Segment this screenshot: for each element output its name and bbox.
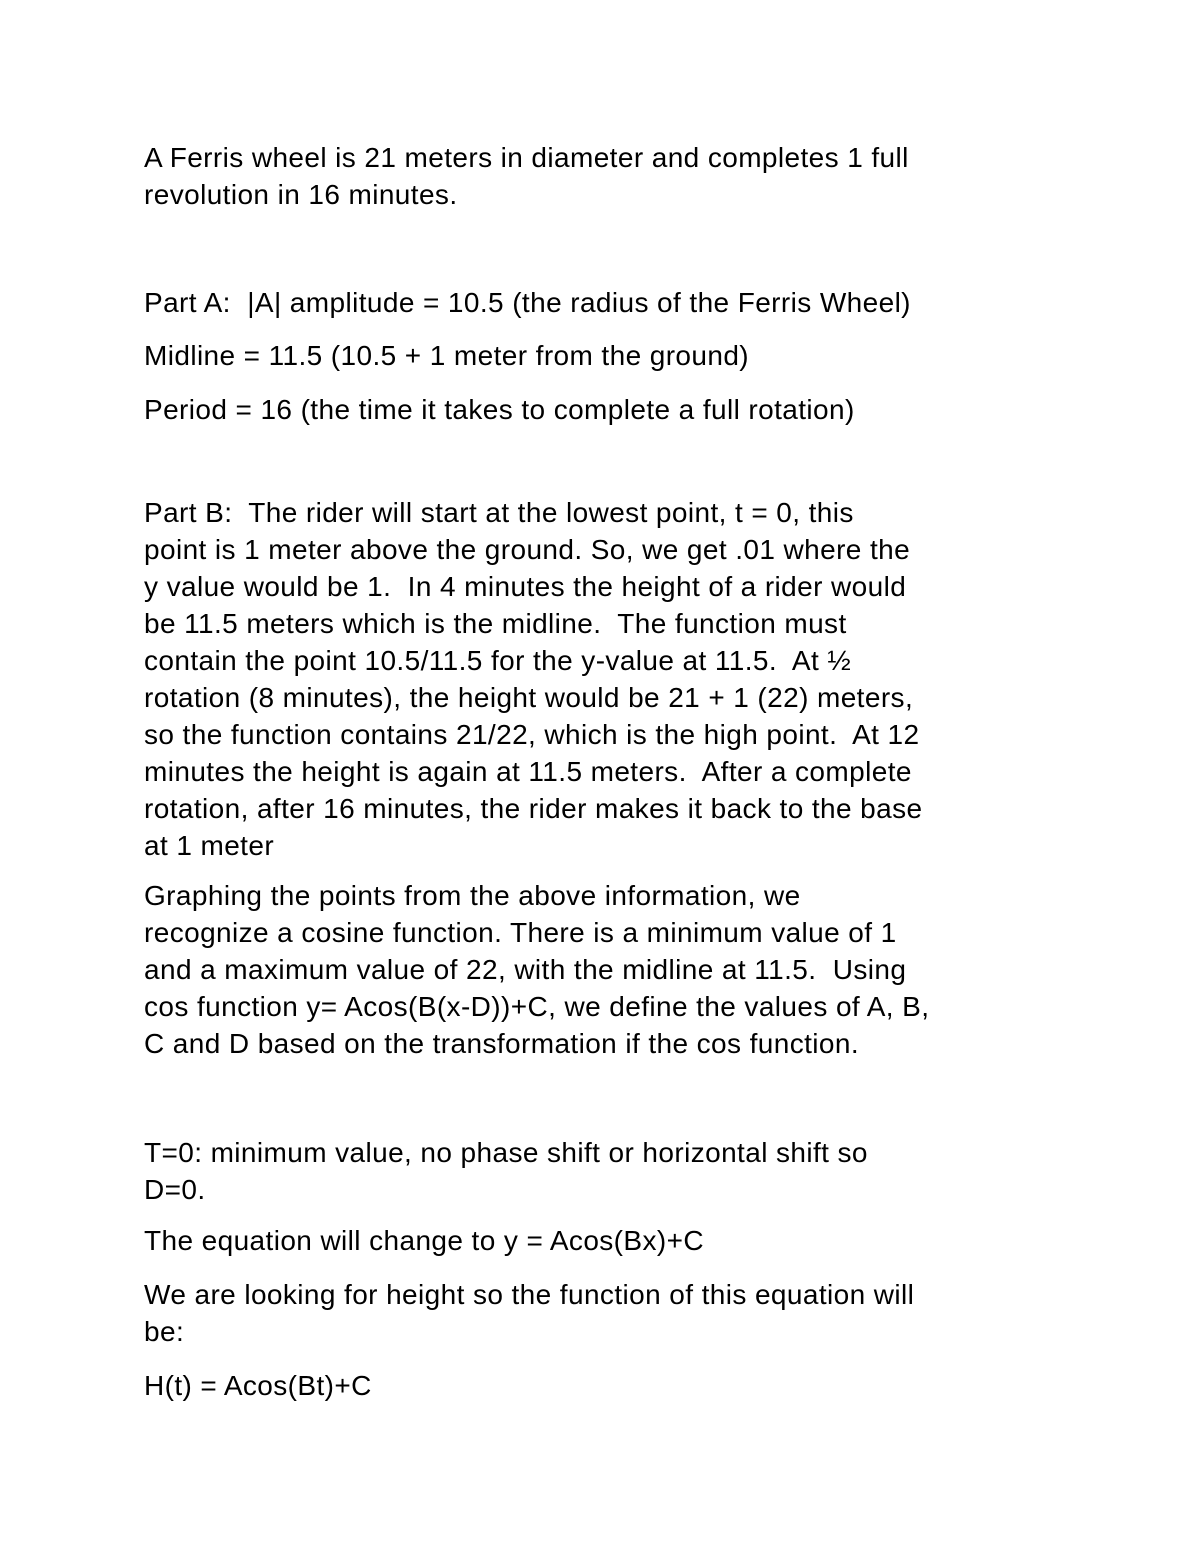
text-line: be: [144,1316,185,1347]
text-line: y value would be 1. In 4 minutes the height of a rider would [144,571,907,602]
text-line: Part B: The rider will start at the lowest point, t = 0, this [144,497,854,528]
text-line: A Ferris wheel is 21 meters in diameter and completes 1 full [144,142,909,173]
text-line: recognize a cosine function. There is a minimum value of 1 [144,917,897,948]
text-line: be 11.5 meters which is the midline. The function must [144,608,847,639]
text-line: rotation, after 16 minutes, the rider makes it back to the base [144,793,923,824]
t-zero-paragraph [144,1134,1074,1208]
text-line: T=0: minimum value, no phase shift or horizontal shift so [144,1137,868,1168]
part-a-midline-line [144,337,1074,374]
text-line: We are looking for height so the function of this equation will [144,1279,915,1310]
document-body [144,139,1074,1404]
text-line: and a maximum value of 22, with the midline at 11.5. Using [144,954,907,985]
equation-change-line [144,1222,1074,1259]
text-line: H(t) = Acos(Bt)+C [144,1370,372,1401]
text-line: Part A: |A| amplitude = 10.5 (the radius of the Ferris Wheel) [144,287,911,318]
text-line: cos function y= Acos(B(x-D))+C, we define the values of A, B, [144,991,930,1022]
part-b-paragraph [144,494,1074,864]
part-a-period-line [144,391,1074,428]
text-line: D=0. [144,1174,206,1205]
text-line: minutes the height is again at 11.5 meters. After a complete [144,756,912,787]
text-line: rotation (8 minutes), the height would be 21 + 1 (22) meters, [144,682,914,713]
text-line: The equation will change to y = Acos(Bx)+C [144,1225,704,1256]
text-line: contain the point 10.5/11.5 for the y-value at 11.5. At ½ [144,645,852,676]
text-line: so the function contains 21/22, which is the high point. At 12 [144,719,920,750]
graphing-paragraph [144,877,1074,1062]
text-line: Graphing the points from the above information, we [144,880,801,911]
final-equation-line [144,1367,1074,1404]
text-line: Period = 16 (the time it takes to complete a full rotation) [144,394,855,425]
text-line: revolution in 16 minutes. [144,179,458,210]
intro-paragraph [144,139,1074,213]
text-line: at 1 meter [144,830,275,861]
text-line: C and D based on the transformation if the cos function. [144,1028,860,1059]
text-line: point is 1 meter above the ground. So, we get .01 where the [144,534,911,565]
text-line: Midline = 11.5 (10.5 + 1 meter from the ground) [144,340,750,371]
height-function-intro-paragraph [144,1276,1074,1350]
part-a-amplitude-line [144,284,1074,321]
